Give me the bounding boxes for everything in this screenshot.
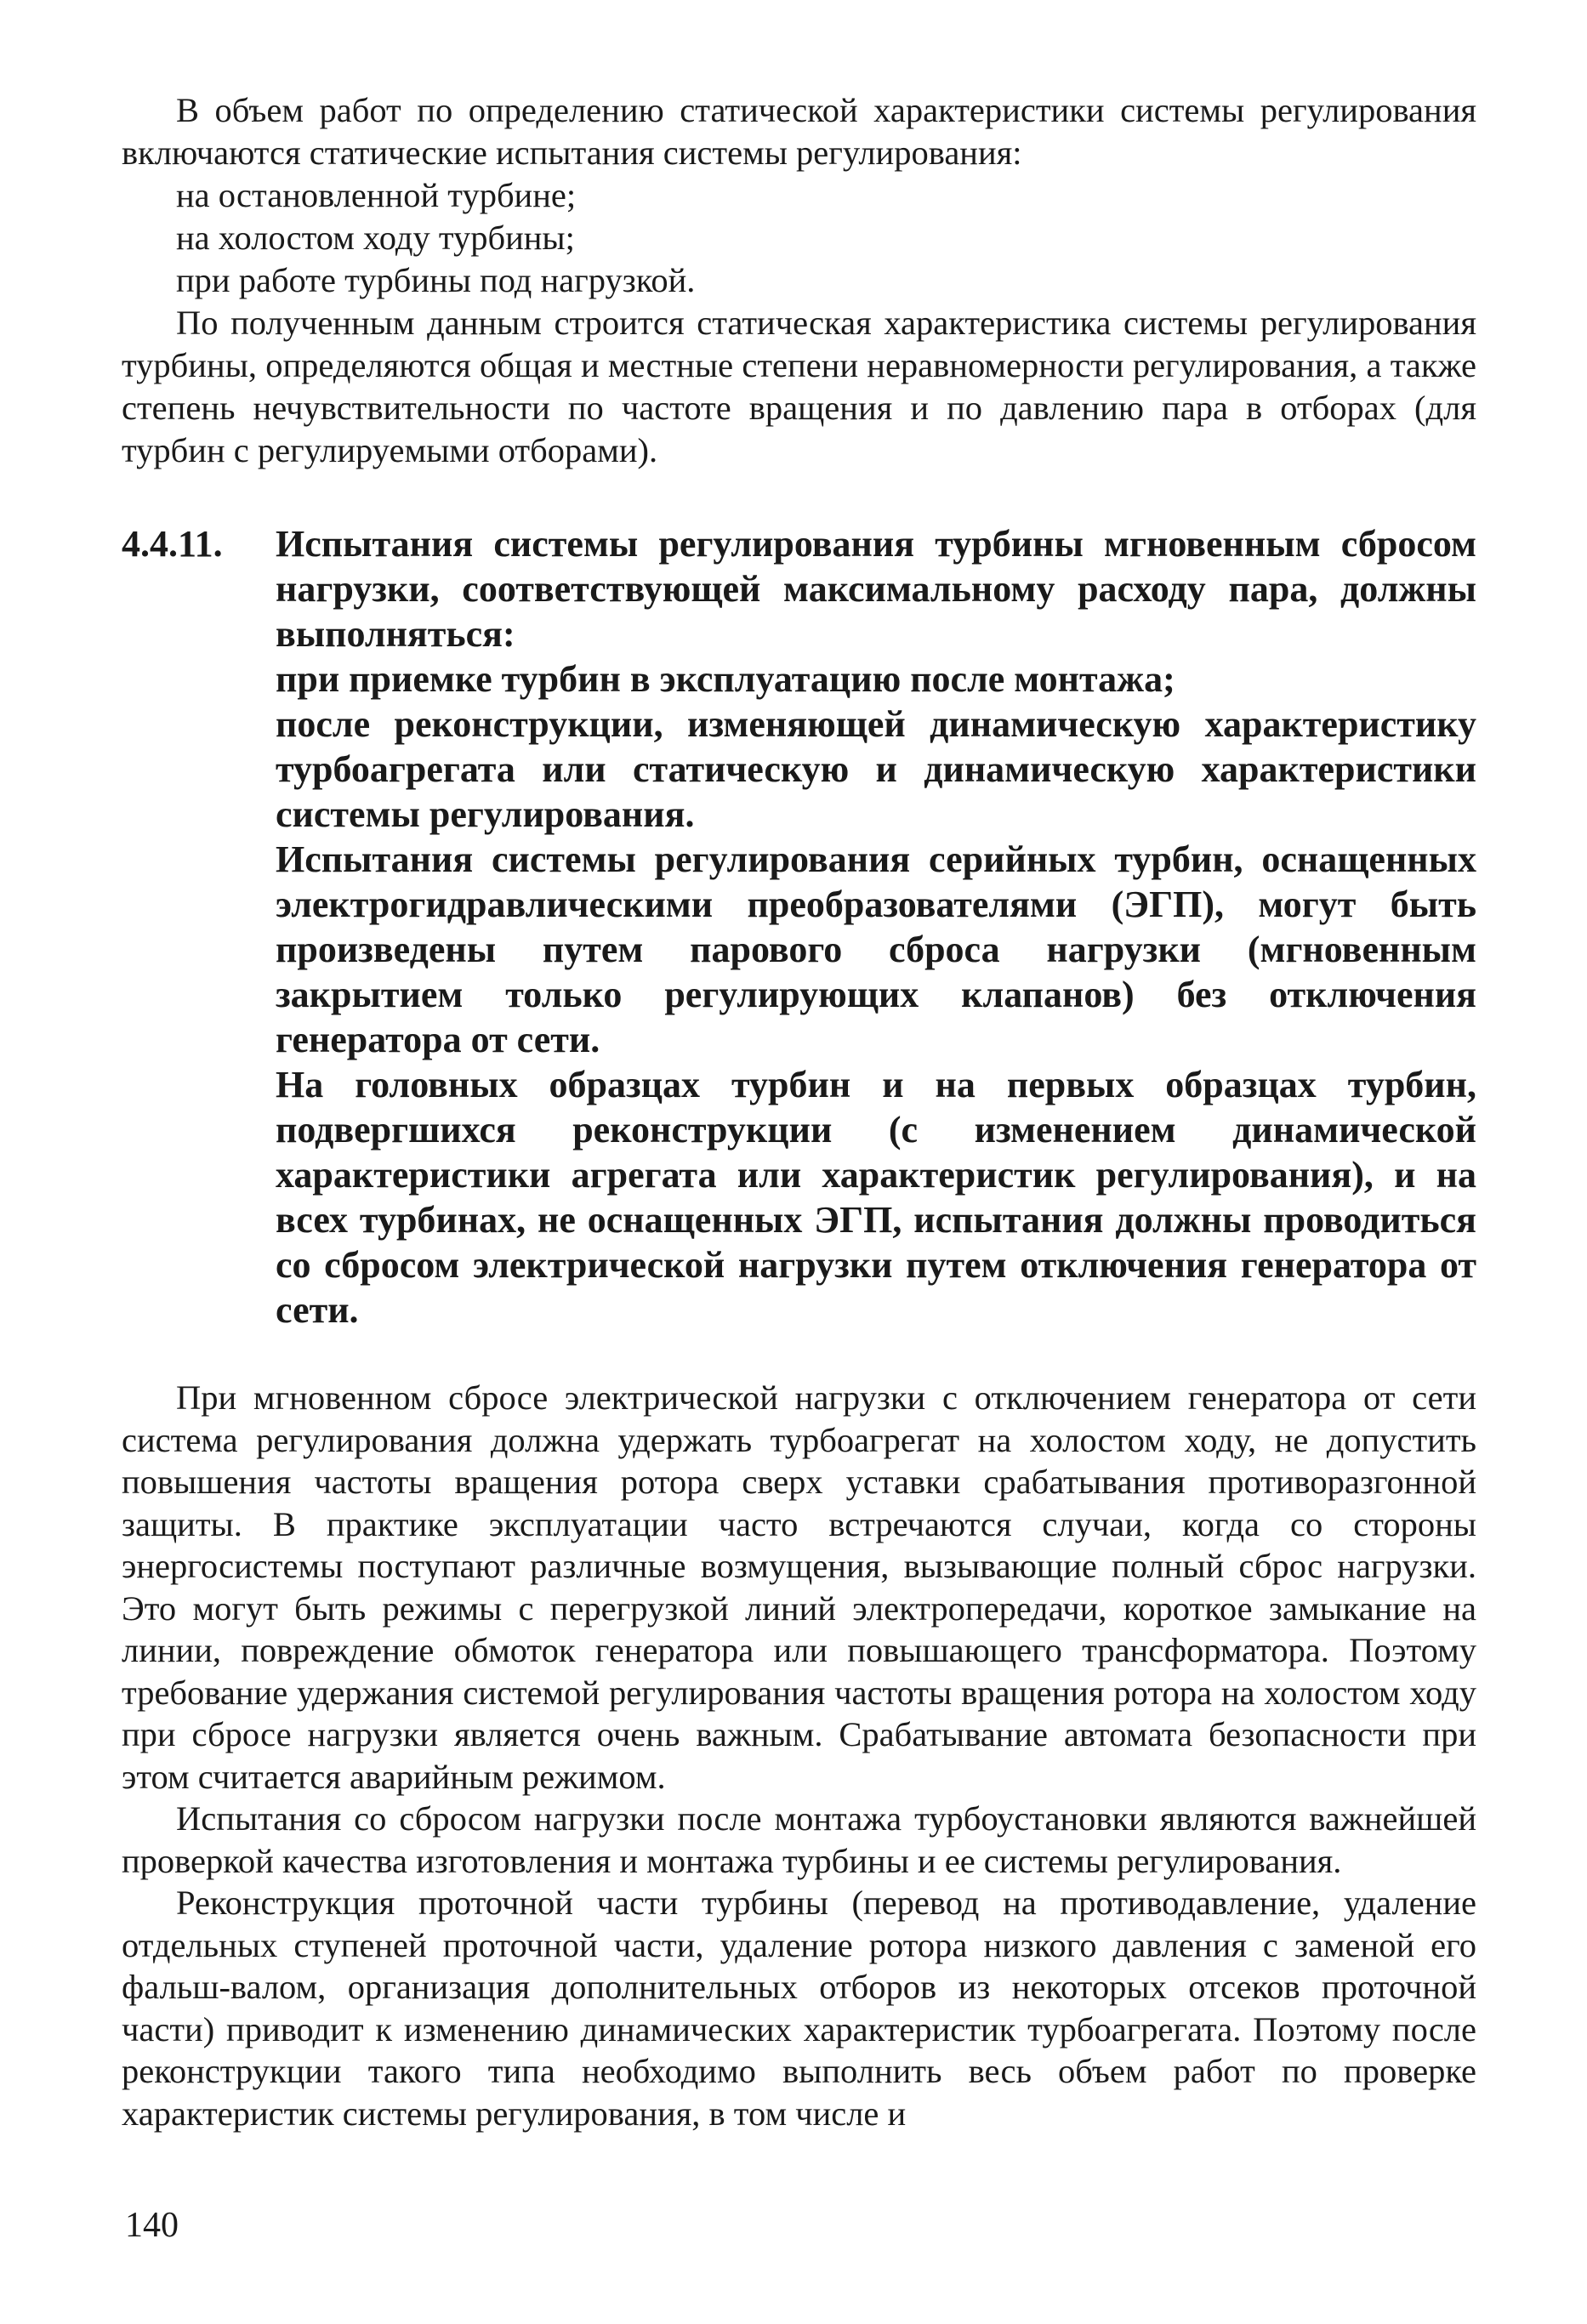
section-list-item: после реконструкции, изменяющей динамическую характеристику турбоагрегата или статическую и динамическую характеристики системы регулирования. <box>276 703 1476 835</box>
page-content <box>122 89 1476 2134</box>
section-4-4-11 <box>122 521 1476 1332</box>
body-paragraph: Испытания со сбросом нагрузки после монтажа турбоустановки являются важнейшей проверкой качества изготовления и монтажа турбины и ее системы регулирования. <box>122 1799 1476 1880</box>
section-list-item: при приемке турбин в эксплуатацию после монтажа; <box>276 658 1175 700</box>
intro-list-item: на холостом ходу турбины; <box>176 219 575 257</box>
section-number: 4.4.11. <box>122 523 223 565</box>
section-paragraph: На головных образцах турбин и на первых образцах турбин, подвергшихся реконструкции (с изменением динамической характеристики агрегата или характеристик регулирования), и на всех турбинах, не оснащенных ЭГП, испытания должны проводиться со сбросом электрической нагрузки путем отключения генератора от сети. <box>276 1064 1476 1331</box>
section-paragraph: Испытания системы регулирования серийных турбин, оснащенных электрогидравлическими преобразователями (ЭГП), могут быть произведены путем парового сброса нагрузки (мгновенным закрытием только регулирующих клапанов) без отключения генератора от сети. <box>276 838 1476 1060</box>
intro-paragraph-2: По полученным данным строится статическая характеристика системы регулирования турбины, определяются общая и местные степени неравномерности регулирования, а также степень нечувствительности по частоте вращения и по давлению пара в отборах (для турбин с регулируемыми отборами). <box>122 304 1476 469</box>
body-text <box>122 1377 1476 2134</box>
page-number: 140 <box>125 2206 179 2245</box>
intro-list-item: при работе турбины под нагрузкой. <box>176 261 696 299</box>
section-heading: Испытания системы регулирования турбины мгновенным сбросом нагрузки, соответствующей максимальному расходу пара, должны выполняться: <box>276 523 1476 655</box>
body-paragraph: Реконструкция проточной части турбины (перевод на противодавление, удаление отдельных ступеней проточной части, удаление ротора низкого давления с заменой его фальш-валом, организация дополнительных отборов из некоторых отсеков проточной части) приводит к изменению динамических характеристик турбоагрегата. Поэтому после реконструкции такого типа необходимо выполнить весь объем работ по проверке характеристик системы регулирования, в том числе и <box>122 1884 1476 2133</box>
body-paragraph: При мгновенном сбросе электрической нагрузки с отключением генератора от сети система регулирования должна удержать турбоагрегат на холостом ходу, не допустить повышения частоты вращения ротора сверх уставки срабатывания противоразгонной защиты. В практике эксплуатации часто встречаются случаи, когда со стороны энергосистемы поступают различные возмущения, вызывающие полный сброс нагрузки. Это могут быть режимы с перегрузкой линий электропередачи, короткое замыкание на линии, повреждение обмоток генератора или повышающего трансформатора. Поэтому требование удержания системой регулирования частоты вращения ротора на холостом ходу при сбросе нагрузки является очень важным. Срабатывание автомата безопасности при этом считается аварийным режимом. <box>122 1378 1476 1796</box>
intro-list-item: на остановленной турбине; <box>176 176 577 214</box>
intro-paragraph: В объем работ по определению статической характеристики системы регулирования включаются статические испытания системы регулирования: <box>122 91 1476 172</box>
